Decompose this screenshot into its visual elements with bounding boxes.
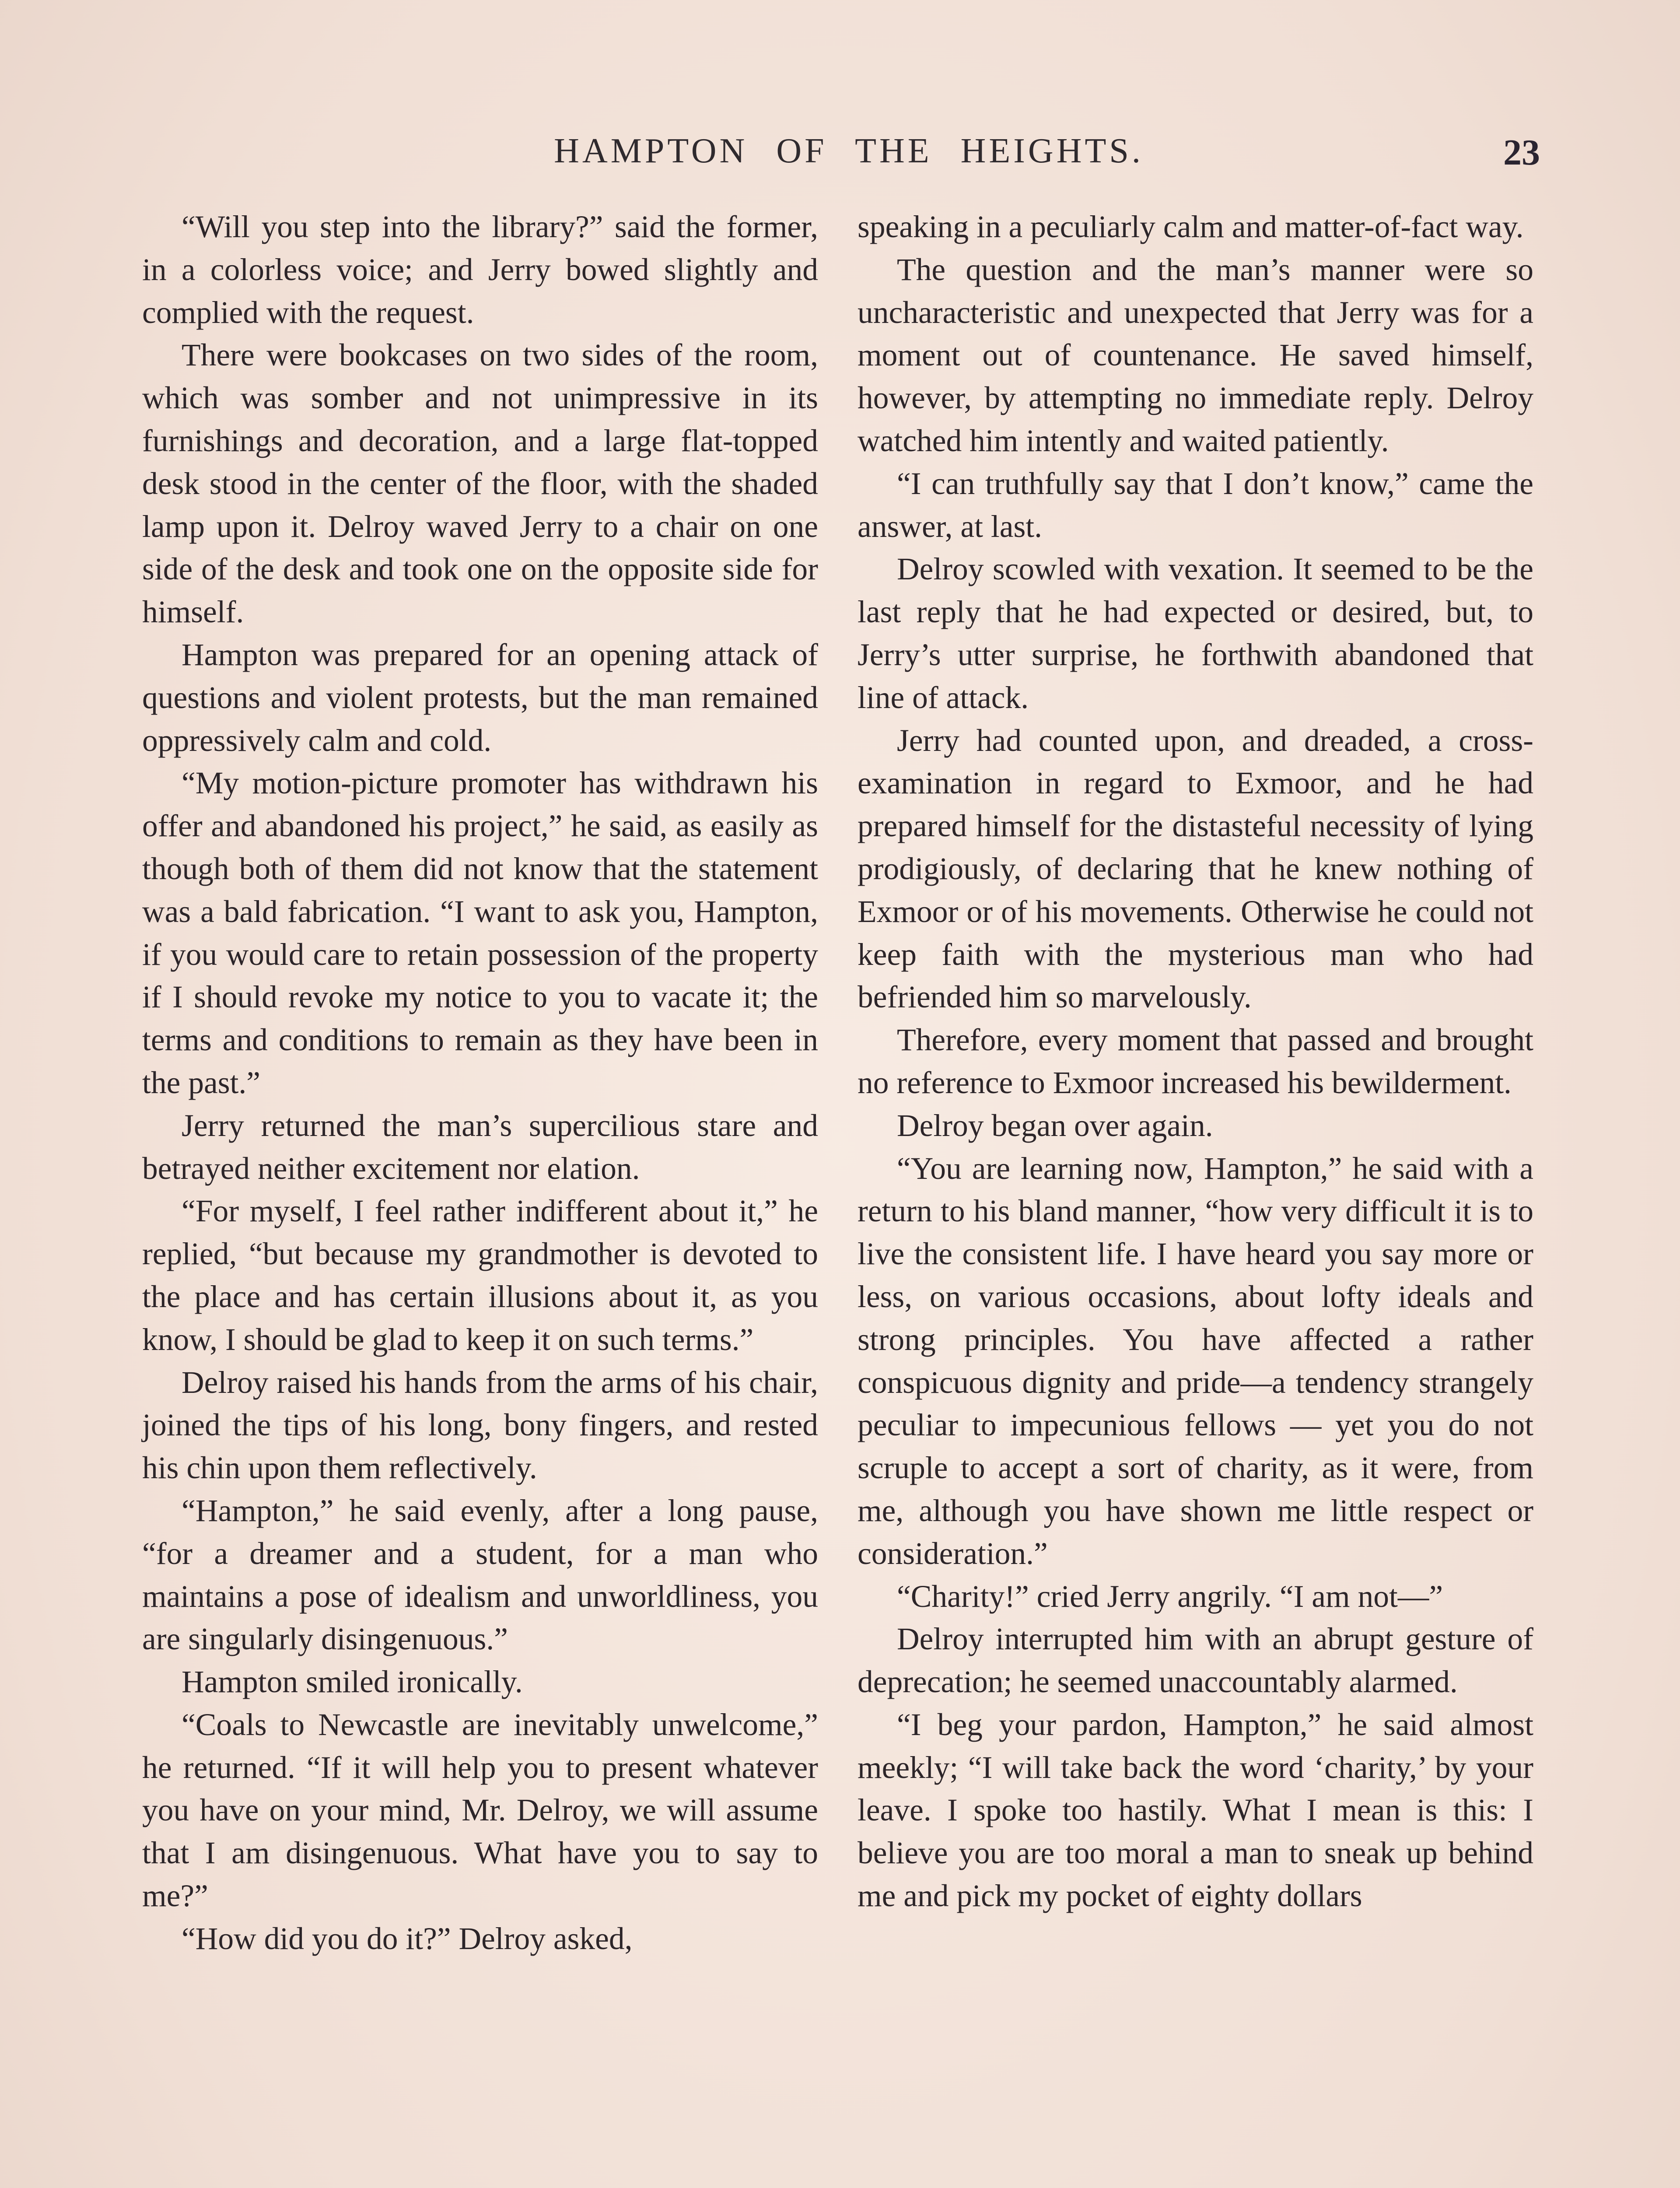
right-text-column <box>858 206 1533 1918</box>
paragraph: Delroy began over again. <box>897 1108 1213 1143</box>
paragraph: “My motion-picture promoter has withdrawn his offer and abandoned his project,” he said, as easily as though both of them did not know that the statement was a bald fabrication. “I want to ask you, Hampton, if you would care to retain possession of the property if I should revoke my notice to you to vacate it; the terms and conditions to remain as they have been in the past.” <box>142 766 818 1100</box>
paragraph: Jerry had counted upon, and dreaded, a cross-examination in regard to Exmoor, and he had prepared himself for the distasteful necessity of lying prodigiously, of declaring that he knew nothing of Exmoor or of his movements. Otherwise he could not keep faith with the mysterious man who had befriended him so marvelously. <box>858 723 1533 1015</box>
paragraph: “Will you step into the library?” said the former, in a colorless voice; and Jerry bowed slightly and complied with the request. <box>142 210 818 330</box>
paragraph: Hampton smiled ironically. <box>182 1665 523 1700</box>
paragraph: “How did you do it?” Delroy asked, <box>182 1921 633 1956</box>
paragraph: There were bookcases on two sides of the room, which was somber and not unimpressive in its furnishings and decoration, and a large flat-topped desk stood in the center of the floor, with the shaded lamp upon it. Delroy waved Jerry to a chair on one side of the desk and took one on the opposite side for himself. <box>142 338 818 630</box>
paragraph: Delroy interrupted him with an abrupt gesture of deprecation; he seemed unaccountably alarmed. <box>858 1622 1533 1700</box>
page-number: 23 <box>1503 132 1540 173</box>
paragraph: “I beg your pardon, Hampton,” he said almost meekly; “I will take back the word ‘charity,’ by your leave. I spoke too hastily. What I mean is this: I believe you are too moral a man to sneak up behind me and pick my pocket of eighty dollars <box>858 1707 1533 1914</box>
paragraph: “For myself, I feel rather indifferent about it,” he replied, “but because my grandmother is devoted to the place and has certain illusions about it, as you know, I should be glad to keep it on such terms.” <box>142 1194 818 1357</box>
paragraph: Hampton was prepared for an opening attack of questions and violent protests, but the man remained oppressively calm and cold. <box>142 637 818 758</box>
paragraph: “Hampton,” he said evenly, after a long pause, “for a dreamer and a student, for a man who maintains a pose of idealism and unworldliness, you are singularly disingenuous.” <box>142 1493 818 1657</box>
paragraph: The question and the man’s manner were so uncharacteristic and unexpected that Jerry was for a moment out of countenance. He saved himself, however, by attempting no immediate reply. Delroy watched him intently and waited patiently. <box>858 252 1533 458</box>
paragraph: Jerry returned the man’s supercilious stare and betrayed neither excitement nor elation. <box>142 1108 818 1186</box>
paragraph: “Coals to Newcastle are inevitably unwelcome,” he returned. “If it will help you to present whatever you have on your mind, Mr. Delroy, we will assume that I am disingenuous. What have you to say to me?” <box>142 1707 818 1914</box>
paragraph: “You are learning now, Hampton,” he said with a return to his bland manner, “how very difficult it is to live the consistent life. I have heard you say more or less, on various occasions, about lofty ideals and strong principles. You have affected a rather conspicuous dignity and pride—a tendency strangely peculiar to impecunious fellows — yet you do not scruple to accept a sort of charity, as it were, from me, although you have shown me little respect or consideration.” <box>858 1151 1533 1571</box>
running-title: HAMPTON OF THE HEIGHTS. <box>554 132 1144 170</box>
left-text-column <box>142 206 818 1960</box>
paragraph: “Charity!” cried Jerry angrily. “I am not—” <box>897 1579 1443 1614</box>
paragraph: Delroy raised his hands from the arms of his chair, joined the tips of his long, bony fingers, and rested his chin upon them reflectively. <box>142 1365 818 1486</box>
paragraph: Therefore, every moment that passed and brought no reference to Exmoor increased his bewilderment. <box>858 1023 1533 1100</box>
paragraph: Delroy scowled with vexation. It seemed to be the last reply that he had expected or desired, but, to Jerry’s utter surprise, he forthwith abandoned that line of attack. <box>858 552 1533 715</box>
paragraph: “I can truthfully say that I don’t know,” came the answer, at last. <box>858 466 1533 544</box>
paragraph: speaking in a peculiarly calm and matter-of-fact way. <box>858 210 1524 244</box>
